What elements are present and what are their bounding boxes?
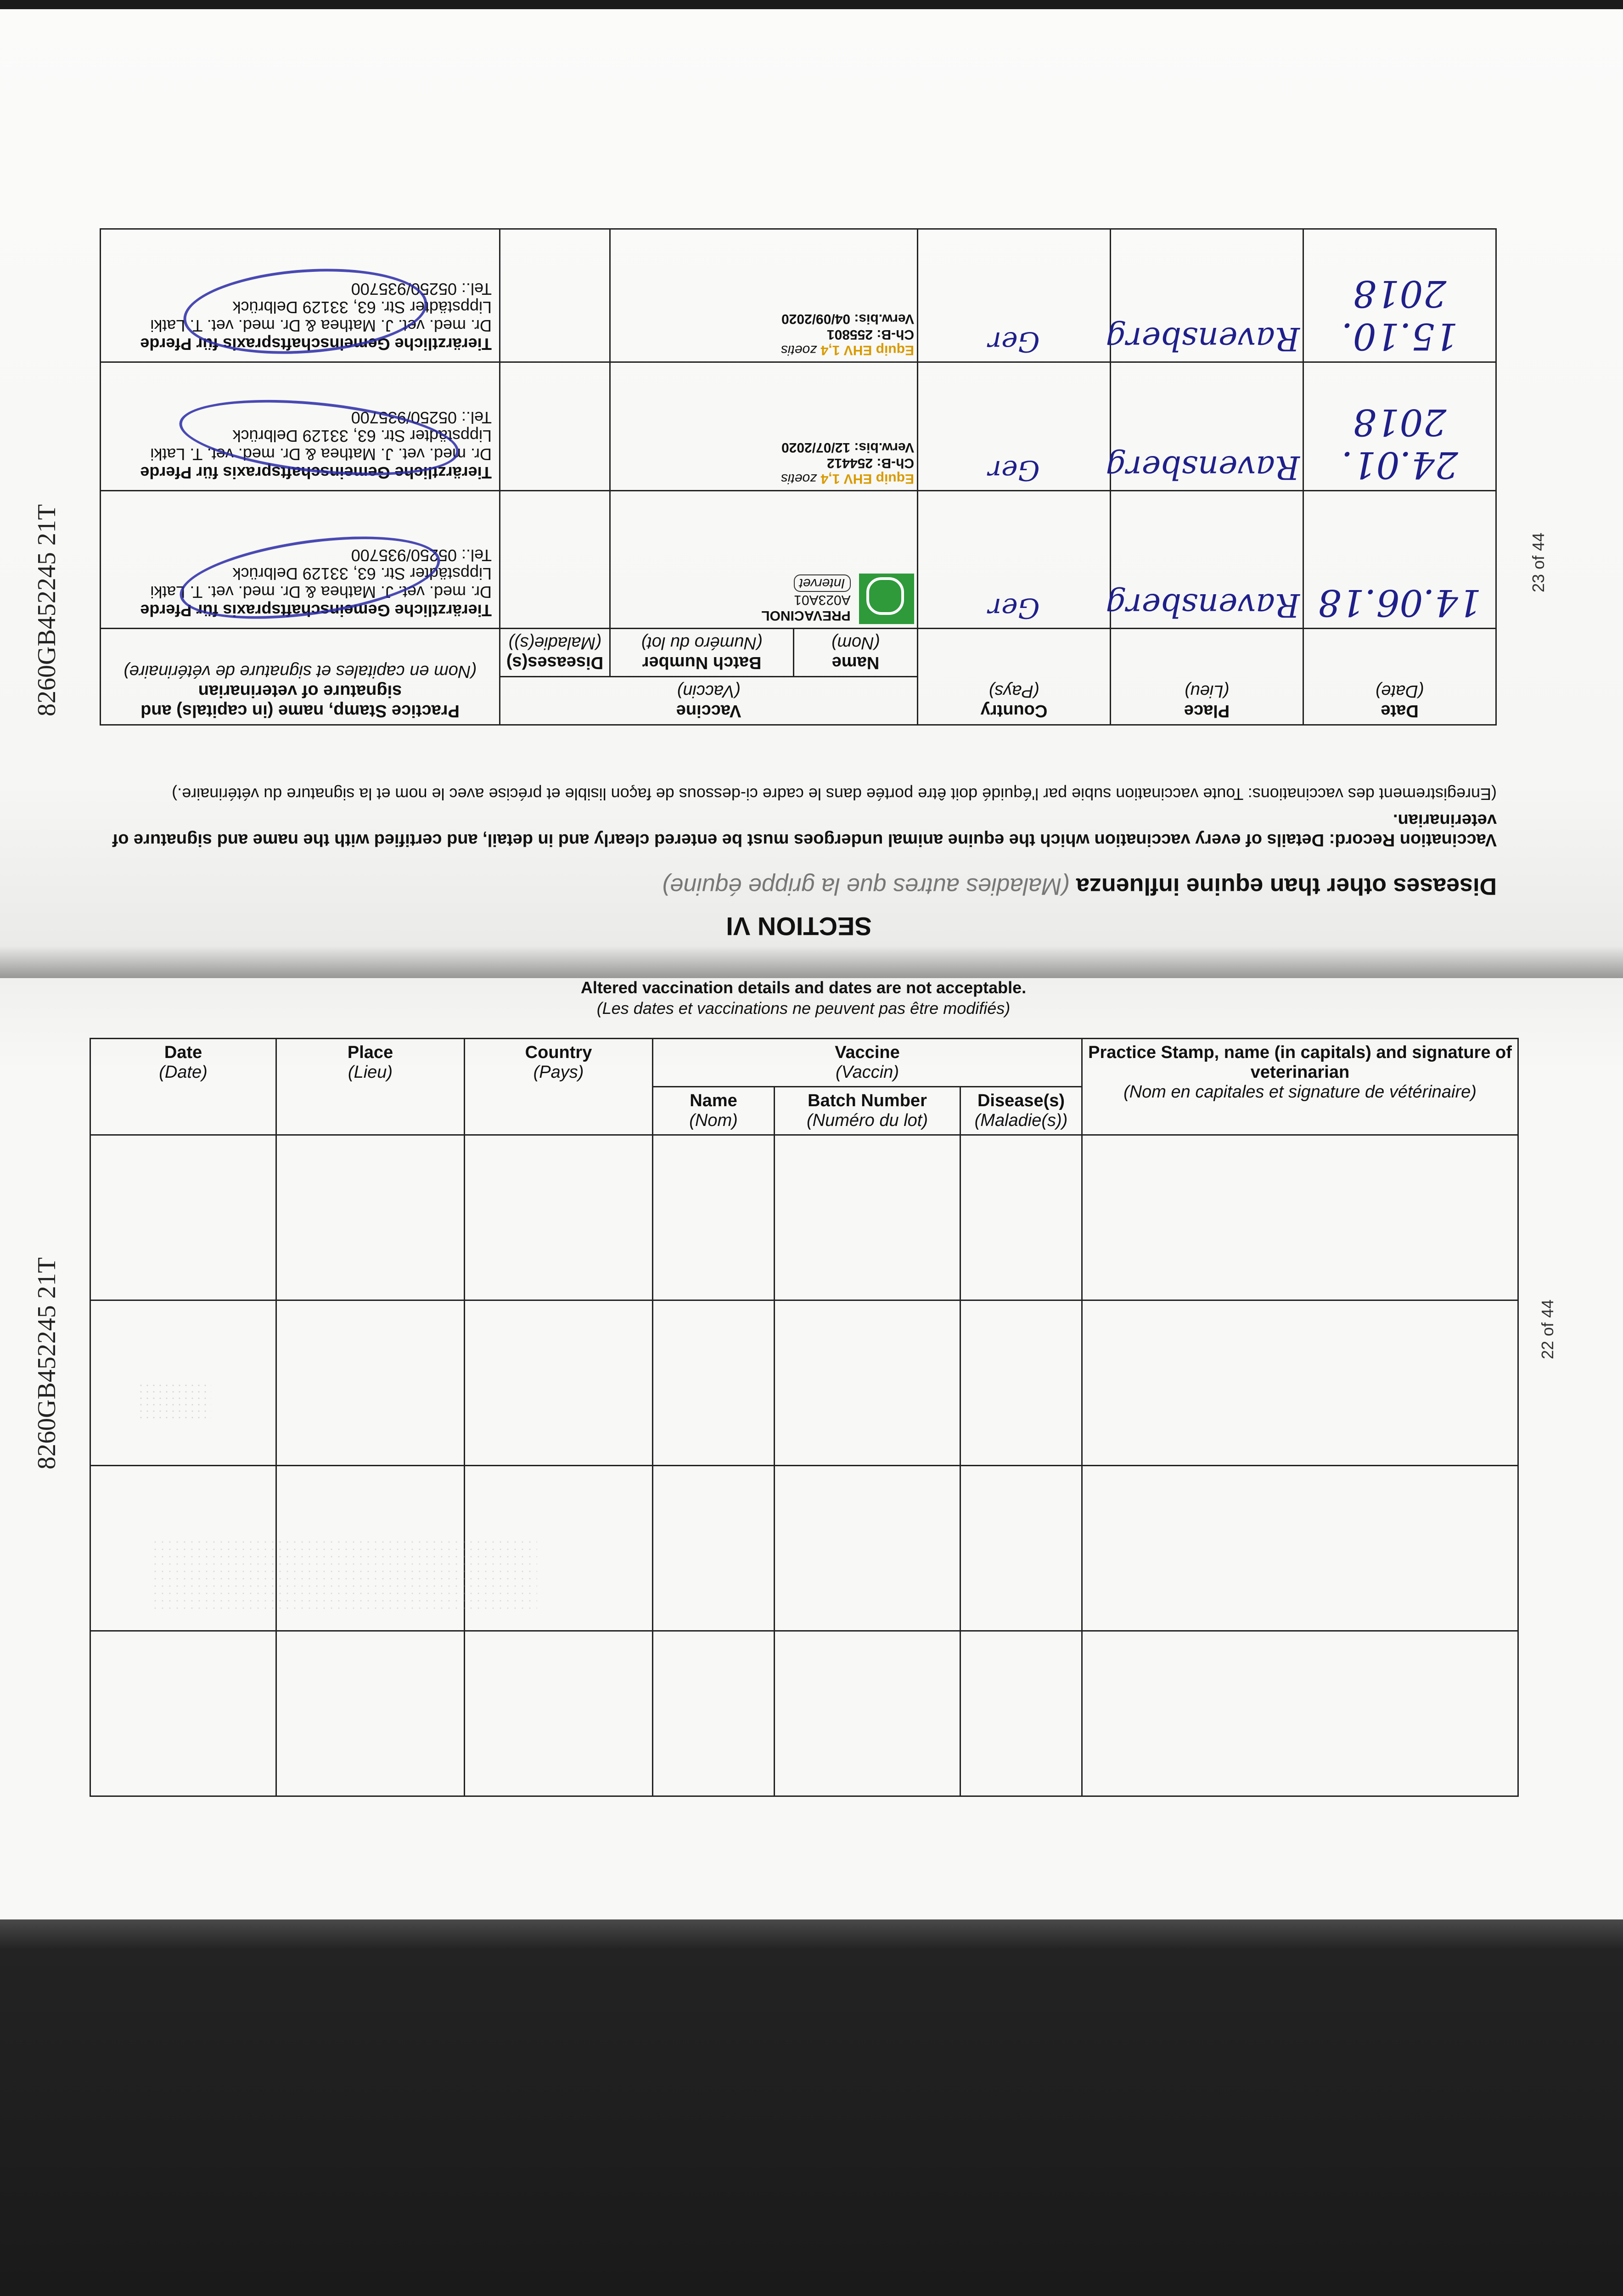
vaccination-table-23 bbox=[100, 228, 1497, 726]
date-cell bbox=[90, 1631, 276, 1796]
table-row bbox=[90, 1631, 1518, 1796]
scan-noise bbox=[152, 1538, 537, 1612]
table-row bbox=[101, 229, 1496, 362]
header-place: Place (Lieu) bbox=[1111, 629, 1303, 725]
header-stamp: Practice Stamp, name (in capitals) and signature of veterinarian (Nom en capitales et signature de vétérinaire) bbox=[1082, 1039, 1518, 1135]
passport-page-23 bbox=[0, 0, 1623, 978]
header-vaccine: Vaccine (Vaccin) bbox=[500, 677, 918, 725]
header-name: Name (Nom) bbox=[653, 1087, 775, 1135]
instruction-en: Vaccination Record: Details of every vaccination which the equine animal undergoes must be entered clearly and in detail, and certified with the name and signature of veterinarian. bbox=[112, 810, 1497, 850]
stamp-cell bbox=[101, 362, 500, 491]
page-23-content bbox=[83, 60, 1515, 941]
country-cell: Ger bbox=[918, 229, 1111, 362]
date-cell bbox=[90, 1135, 276, 1300]
header-date: Date (Date) bbox=[90, 1039, 276, 1135]
stamp-cell bbox=[1082, 1135, 1518, 1300]
practice-stamp: Tierärztliche Gemeinschaftspraxis für Pferde Dr. med. vet. J. Mathea & Dr. med. vet. T. Latki Lippstädter Str. 63, 33129 Delbrück Tel.: 05250/935700 bbox=[104, 275, 496, 358]
table-row bbox=[101, 491, 1496, 629]
stamp-cell bbox=[1082, 1300, 1518, 1466]
vaccine-sticker-cell bbox=[610, 362, 918, 491]
place-cell: Ravensberg bbox=[1111, 362, 1303, 491]
country-cell: Ger bbox=[918, 491, 1111, 629]
page-number-23: 23 of 44 bbox=[1529, 532, 1548, 592]
alteration-note: Altered vaccination details and dates are not acceptable. bbox=[580, 978, 1027, 997]
passport-page-22 bbox=[0, 978, 1623, 1919]
table-row bbox=[90, 1135, 1518, 1300]
header-vaccine: Vaccine (Vaccin) bbox=[653, 1039, 1082, 1087]
country-cell bbox=[465, 1300, 653, 1466]
name-cell bbox=[653, 1631, 775, 1796]
country-cell bbox=[465, 1135, 653, 1300]
practice-stamp: Tierärztliche Gemeinschaftspraxis für Pferde Dr. med. vet. J. Mathea & Dr. med. vet. T. Latki Lippstädter Str. 63, 33129 Delbrück Tel.: 05250/935700 bbox=[104, 541, 496, 624]
table-row bbox=[101, 362, 1496, 491]
batch-cell bbox=[775, 1300, 960, 1466]
disease-cell bbox=[960, 1135, 1082, 1300]
alteration-note-fr: (Les dates et vaccinations ne peuvent pas être modifiés) bbox=[596, 999, 1011, 1018]
vaccine-sticker-cell bbox=[610, 229, 918, 362]
header-disease: Diseases(s) (Maladie(s)) bbox=[500, 629, 610, 677]
disease-cell bbox=[500, 362, 610, 491]
stamp-cell bbox=[1082, 1466, 1518, 1631]
scan-noise bbox=[138, 1382, 211, 1419]
page-fold-shadow bbox=[0, 946, 1623, 978]
header-country: Country (Pays) bbox=[465, 1039, 653, 1135]
name-cell bbox=[653, 1135, 775, 1300]
prevacinol-logo-icon bbox=[859, 574, 914, 624]
place-cell bbox=[276, 1135, 465, 1300]
country-cell bbox=[465, 1631, 653, 1796]
stamp-cell bbox=[1082, 1631, 1518, 1796]
scanner-background bbox=[0, 1919, 1623, 2296]
header-place: Place (Lieu) bbox=[276, 1039, 465, 1135]
practice-stamp: Tierärztliche Gemeinschaftspraxis für Pferde Dr. med. vet. J. Mathea & Dr. med. vet. T. Latki Lippstädter Str. 63, 33129 Delbrück Tel.: 05250/935700 bbox=[104, 404, 496, 486]
batch-cell bbox=[775, 1135, 960, 1300]
header-country: Country (Pays) bbox=[918, 629, 1111, 725]
disease-cell bbox=[960, 1631, 1082, 1796]
page-number-22: 22 of 44 bbox=[1538, 1299, 1557, 1359]
name-cell bbox=[653, 1300, 775, 1466]
place-cell: Ravensberg bbox=[1111, 229, 1303, 362]
instruction-fr: (Enregistrement des vaccinations: Toute vaccination subie par l'équidé doit être portée dans le cadre ci-dessous de façon lisible et précise avec le nom et la signature du vétérinaire.) bbox=[172, 785, 1497, 804]
vaccine-sticker: Equip EHV 1,4 zoetis Ch-B: 254412 Verw.bis: 12/07/2020 bbox=[781, 440, 914, 486]
vaccine-sticker-cell bbox=[610, 491, 918, 629]
disease-cell bbox=[500, 491, 610, 629]
place-cell: Ravensberg bbox=[1111, 491, 1303, 629]
table-row bbox=[90, 1300, 1518, 1466]
header-batch: Batch Number (Numéro du lot) bbox=[610, 629, 794, 677]
vaccine-sticker: Equip EHV 1,4 zoetis Ch-B: 255801 Verw.bis: 04/09/2020 bbox=[781, 311, 914, 358]
place-cell bbox=[276, 1300, 465, 1466]
stamp-cell bbox=[101, 491, 500, 629]
header-stamp: Practice Stamp, name (in capitals) and signature of veterinarian (Nom en capitales et signature de vétérinaire) bbox=[101, 629, 500, 725]
name-cell bbox=[653, 1466, 775, 1631]
vaccination-table-22 bbox=[90, 1038, 1519, 1797]
vaccine-sticker: PREVACINOL A023A01 Intervet bbox=[613, 574, 914, 624]
header-date: Date (Date) bbox=[1303, 629, 1496, 725]
disease-cell bbox=[960, 1300, 1082, 1466]
section-title: SECTION VI bbox=[726, 912, 872, 941]
place-cell bbox=[276, 1631, 465, 1796]
section-heading: Diseases other than equine influenza (Maladies autres que la grippe équine) bbox=[662, 873, 1497, 900]
disease-cell bbox=[960, 1466, 1082, 1631]
country-cell: Ger bbox=[918, 362, 1111, 491]
date-cell: 24.01. 2018 bbox=[1303, 362, 1496, 491]
date-cell: 15.10. 2018 bbox=[1303, 229, 1496, 362]
passport-id-top: 8260GB452245 21T bbox=[33, 504, 61, 716]
passport-id-bottom: 8260GB452245 21T bbox=[33, 1257, 61, 1469]
header-name: Name (Nom) bbox=[794, 629, 918, 677]
scan-edge bbox=[0, 0, 1623, 9]
batch-cell bbox=[775, 1631, 960, 1796]
batch-cell bbox=[775, 1466, 960, 1631]
header-batch: Batch Number (Numéro du lot) bbox=[775, 1087, 960, 1135]
stamp-cell bbox=[101, 229, 500, 362]
header-disease: Disease(s) (Maladie(s)) bbox=[960, 1087, 1082, 1135]
date-cell: 14.06.18 bbox=[1303, 491, 1496, 629]
disease-cell bbox=[500, 229, 610, 362]
